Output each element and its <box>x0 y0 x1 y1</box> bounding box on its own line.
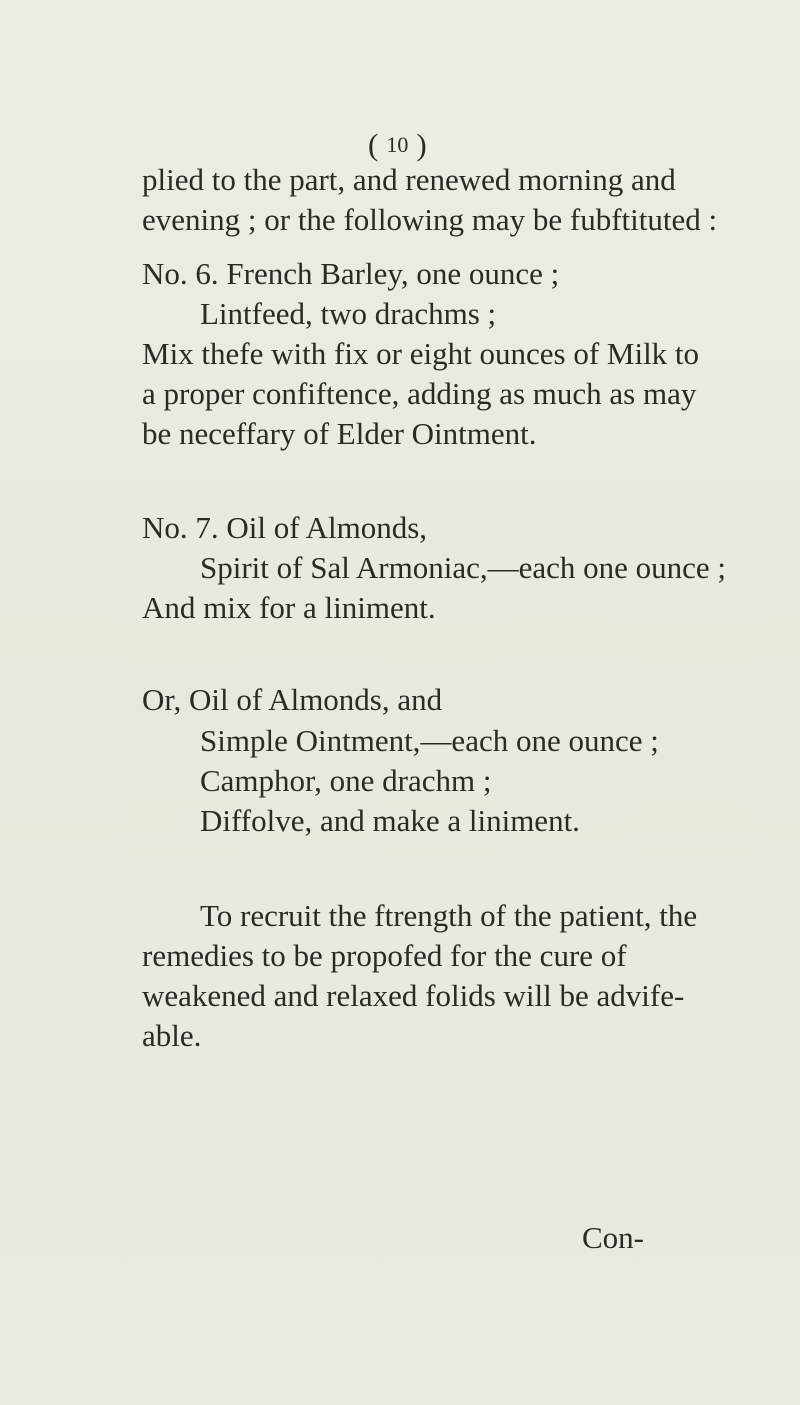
text-line: weakened and relaxed folids will be advife- <box>142 978 685 1013</box>
page-number: ( 10 ) <box>368 127 427 162</box>
text-line: a proper confiftence, adding as much as may <box>142 376 697 411</box>
text-line: Simple Ointment,—each one ounce ; <box>200 723 659 758</box>
text-line: To recruit the ftrength of the patient, the <box>200 898 698 933</box>
text-line: Or, Oil of Almonds, and <box>142 682 443 717</box>
text-line: No. 6. French Barley, one ounce ; <box>142 256 560 291</box>
text-line: be neceffary of Elder Ointment. <box>142 416 537 451</box>
text-line: plied to the part, and renewed morning and <box>142 162 676 197</box>
text-line: remedies to be propofed for the cure of <box>142 938 627 973</box>
text-line: evening ; or the following may be fubftituted : <box>142 202 718 237</box>
catchword: Con- <box>582 1220 644 1255</box>
text-line: And mix for a liniment. <box>142 590 436 625</box>
text-line: Lintfeed, two drachms ; <box>200 296 497 331</box>
text-line: No. 7. Oil of Almonds, <box>142 510 428 545</box>
text-line: Mix thefe with fix or eight ounces of Milk to <box>142 336 700 371</box>
text-line: Camphor, one drachm ; <box>200 763 492 798</box>
text-line: Diffolve, and make a liniment. <box>200 803 580 838</box>
text-line: able. <box>142 1018 202 1053</box>
text-line: Spirit of Sal Armoniac,—each one ounce ; <box>200 550 727 585</box>
